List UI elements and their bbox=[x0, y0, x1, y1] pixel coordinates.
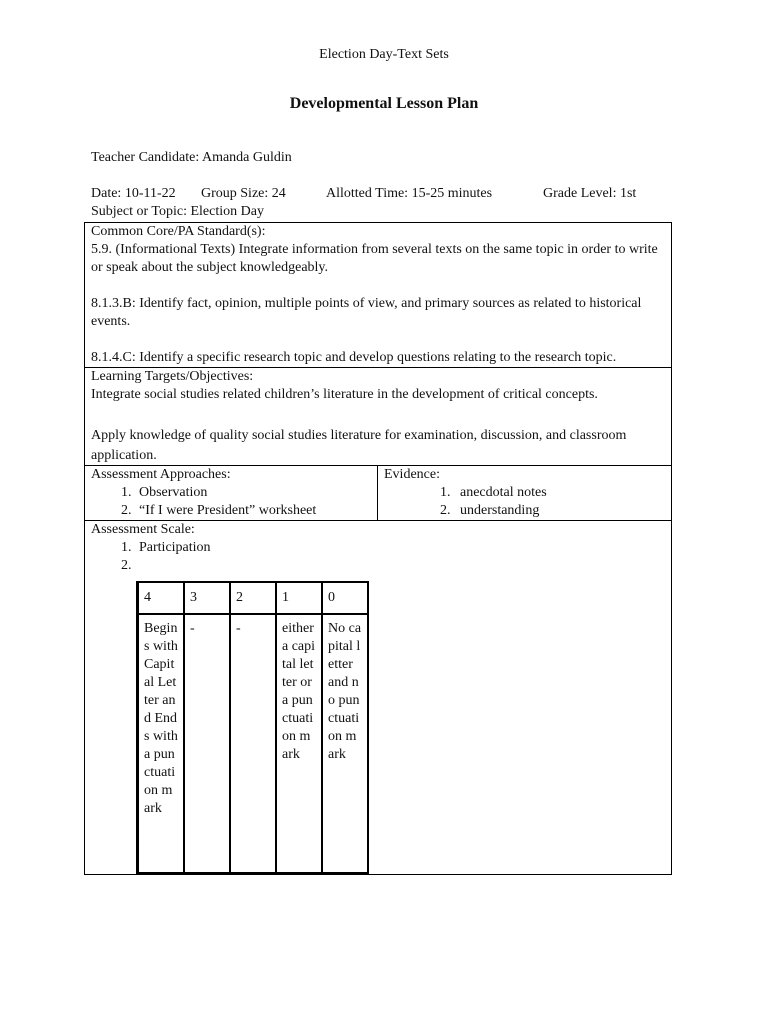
lesson-plan-table bbox=[84, 222, 672, 875]
document-subtitle: Election Day-Text Sets bbox=[319, 47, 449, 62]
list-item: 1. anecdotal notes bbox=[454, 484, 665, 502]
rubric-header-4: 4 bbox=[137, 582, 184, 614]
lesson-date: Date: 10-11-22 bbox=[91, 186, 176, 201]
rubric-cell-2: - bbox=[230, 614, 276, 873]
rubric-header-0: 0 bbox=[322, 582, 368, 614]
standard-8-1-3-b-cont: events. bbox=[91, 314, 131, 329]
rubric-header-3: 3 bbox=[184, 582, 230, 614]
rubric-cell-4: Begins with Capital Letter and Ends with a punctuation mark bbox=[137, 614, 184, 873]
objective-2: Apply knowledge of quality social studies literature for examination, discussion, and classroom bbox=[91, 428, 627, 443]
teacher-candidate: Teacher Candidate: Amanda Guldin bbox=[91, 150, 292, 165]
list-item: 1. Participation bbox=[135, 539, 665, 557]
document-title: Developmental Lesson Plan bbox=[289, 95, 479, 112]
assessment-approaches-label: Assessment Approaches: bbox=[91, 467, 231, 482]
assessment-scale-cell bbox=[85, 521, 672, 875]
subject-topic: Subject or Topic: Election Day bbox=[91, 204, 264, 219]
rubric-table bbox=[136, 581, 369, 874]
evidence-label: Evidence: bbox=[384, 467, 440, 482]
rubric-header-1: 1 bbox=[276, 582, 322, 614]
objectives-label: Learning Targets/Objectives: bbox=[91, 369, 254, 384]
group-size: Group Size: 24 bbox=[201, 186, 286, 201]
assessment-approaches-list bbox=[91, 484, 371, 520]
standard-8-1-3-b: 8.1.3.B: Identify fact, opinion, multiple points of view, and primary sources as related to historical bbox=[91, 296, 642, 311]
rubric-cell-1: either a capital letter or a punctuation mark bbox=[276, 614, 322, 873]
assessment-scale-list bbox=[91, 539, 665, 575]
objective-1: Integrate social studies related children’s literature in the development of critical concepts. bbox=[91, 387, 598, 402]
allotted-time: Allotted Time: 15-25 minutes bbox=[326, 186, 493, 201]
evidence-cell bbox=[378, 466, 672, 521]
evidence-list bbox=[384, 484, 665, 520]
rubric-cell-3: - bbox=[184, 614, 230, 873]
list-item: 1. Observation bbox=[135, 484, 371, 502]
grade-level: Grade Level: 1st bbox=[543, 186, 637, 201]
rubric-cell-0: No capital letter and no punctuation mark bbox=[322, 614, 368, 873]
objective-2-cont: application. bbox=[91, 448, 157, 463]
standards-label: Common Core/PA Standard(s): bbox=[91, 224, 266, 239]
assessment-approaches-cell bbox=[85, 466, 378, 521]
standard-8-1-4-c: 8.1.4.C: Identify a specific research topic and develop questions relating to the research topic. bbox=[91, 350, 617, 365]
rubric-header-2: 2 bbox=[230, 582, 276, 614]
standards-cell bbox=[85, 223, 672, 368]
list-item: 2. understanding bbox=[454, 502, 665, 520]
objectives-cell bbox=[85, 368, 672, 466]
list-item: 2. “If I were President” worksheet bbox=[135, 502, 371, 520]
list-item bbox=[135, 557, 665, 575]
standard-5-9: 5.9. (Informational Texts) Integrate information from several texts on the same topic in order to write or speak about the subject knowledgeably. bbox=[91, 242, 658, 275]
assessment-scale-label: Assessment Scale: bbox=[91, 522, 195, 537]
